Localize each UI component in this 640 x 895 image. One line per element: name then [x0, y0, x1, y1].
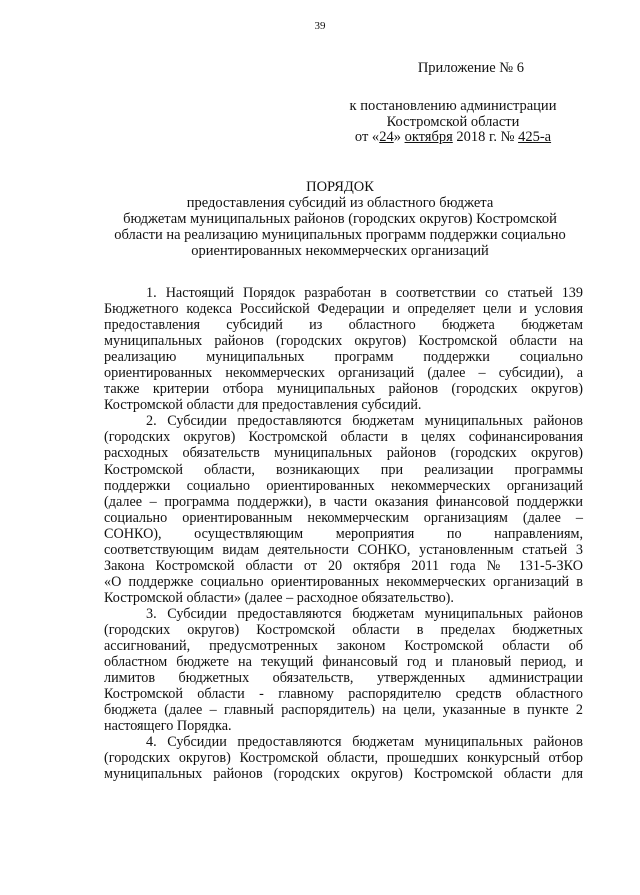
- text-line: ассигнований, предусмотренных законом Костромской области об: [104, 638, 583, 655]
- title-line: ориентированных некоммерческих организаций: [191, 243, 489, 259]
- paragraph-3: [104, 606, 583, 734]
- text-line: социально ориентированным некоммерческим организациям (далее –: [104, 509, 583, 526]
- text-line: «О поддержке социально ориентированных некоммерческих организаций в: [104, 573, 583, 590]
- title-line: предоставления субсидий из областного бюджета: [186, 195, 494, 211]
- date-mid-2: 2018 г. №: [452, 129, 519, 145]
- text-line: СОНКО), осуществляющим мероприятия по направлениям,: [104, 525, 583, 542]
- text-line: (городских округов) Костромской области, прошедших конкурсный отбор: [104, 750, 583, 767]
- appendix-label: Приложение № 6: [417, 60, 524, 76]
- title-heading: ПОРЯДОК: [306, 179, 374, 195]
- date-month: октября: [404, 129, 453, 145]
- text-line: соответствующим видам деятельности СОНКО, установленным статьей 3: [104, 541, 583, 558]
- date-mid-1: »: [393, 129, 405, 145]
- date-prefix: от «: [354, 129, 380, 145]
- paragraph-1: [104, 285, 583, 413]
- text-line: поддержки социально ориентированных некоммерческих организаций: [104, 477, 583, 494]
- resolution-line-1: к постановлению администрации: [349, 98, 557, 114]
- text-line: Костромской области, возникающих при реализации программы: [104, 461, 583, 478]
- text-line: бюджета (далее – главный распорядитель) на цели, указанные в пункте 2: [104, 702, 583, 719]
- date-day: 24: [379, 129, 394, 145]
- text-line: Костромской области - главному распорядителю средств областного: [104, 686, 583, 703]
- text-line: Бюджетного кодекса Российской Федерации и определяет цели и условия: [104, 301, 583, 318]
- text-line: Костромской области для предоставления субсидий.: [104, 397, 422, 414]
- title-line: области на реализацию муниципальных программ поддержки социально: [114, 227, 566, 243]
- text-line: (городских округов) Костромской области в пределах бюджетных: [104, 621, 583, 638]
- text-line: (городских округов) Костромской области в целях софинансирования: [104, 429, 583, 446]
- title-line: бюджетам муниципальных районов (городских округов) Костромской: [123, 211, 557, 227]
- text-line: областном бюджете на текущий финансовый год и плановый период, и: [104, 654, 583, 671]
- text-line: расходных обязательств муниципальных районов (городских округов): [104, 445, 583, 462]
- document-body: [104, 285, 583, 782]
- text-line: настоящего Порядка.: [104, 718, 232, 735]
- paragraph-4: [104, 734, 583, 782]
- document-title: [100, 179, 580, 259]
- text-line: (далее – программа поддержки), в части оказания финансовой поддержки: [104, 493, 583, 510]
- page-number: 39: [314, 20, 326, 32]
- resolution-number: 425-а: [518, 129, 552, 145]
- text-line: муниципальных районов (городских округов) Костромской области на: [104, 333, 583, 350]
- text-line: 1. Настоящий Порядок разработан в соответствии со статьей 139: [146, 285, 583, 301]
- text-line: ориентированных некоммерческих организаций (далее – субсидии), а: [104, 365, 583, 382]
- resolution-line-2: Костромской области: [386, 113, 520, 130]
- text-line: также критерии отбора муниципальных районов (городских округов): [104, 381, 583, 398]
- text-line: 4. Субсидии предоставляются бюджетам муниципальных районов: [146, 734, 583, 751]
- text-line: реализацию муниципальных программ поддержки социально: [104, 349, 583, 366]
- text-line: муниципальных районов (городских округов) Костромской области для: [104, 766, 583, 783]
- text-line: Закона Костромской области от 20 октября 2011 года № 131-5-ЗКО: [104, 557, 583, 574]
- resolution-date-line: [330, 130, 576, 146]
- resolution-reference: [330, 99, 576, 146]
- text-line: Костромской области» (далее – расходное обязательство).: [104, 589, 454, 606]
- paragraph-2: [104, 413, 583, 606]
- text-line: 2. Субсидии предоставляются бюджетам муниципальных районов: [146, 413, 583, 430]
- text-line: 3. Субсидии предоставляются бюджетам муниципальных районов: [146, 605, 583, 622]
- text-line: предоставления субсидий из областного бюджета бюджетам: [104, 317, 583, 334]
- text-line: лимитов бюджетных обязательств, утвержденных администрации: [104, 670, 583, 687]
